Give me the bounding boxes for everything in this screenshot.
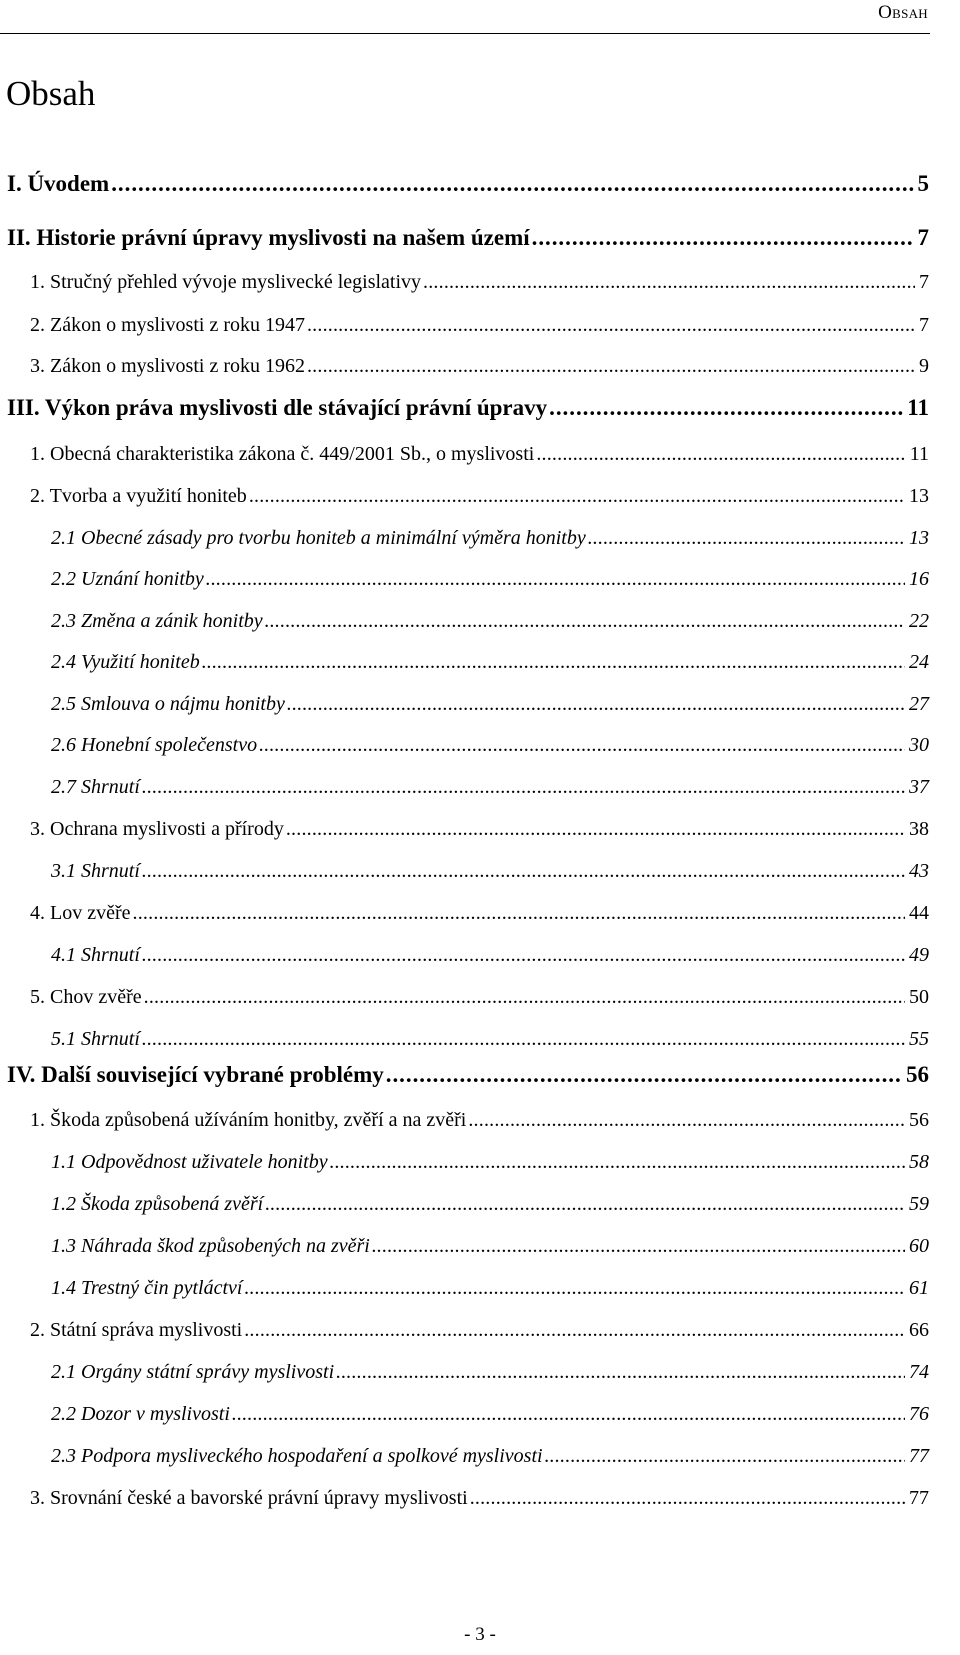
toc-entry[interactable] xyxy=(30,815,929,843)
toc-entry-page: 5 xyxy=(917,171,929,196)
toc-dot-leader xyxy=(284,815,905,843)
toc-entry-page: 22 xyxy=(909,610,929,632)
toc-entry-label: 2.2 Uznání honitby xyxy=(51,568,204,590)
running-header-title: Obsah xyxy=(878,2,928,23)
toc-dot-leader xyxy=(242,1316,905,1344)
toc-entry[interactable] xyxy=(30,482,929,510)
toc-entry[interactable] xyxy=(51,1190,929,1218)
toc-entry-label: 2. Zákon o myslivosti z roku 1947 xyxy=(30,314,305,336)
toc-entry[interactable] xyxy=(51,773,929,801)
toc-entry-page: 24 xyxy=(909,651,929,673)
toc-entry-page: 44 xyxy=(909,902,929,924)
toc-entry-label: 1. Stručný přehled vývoje myslivecké legislativy xyxy=(30,271,422,293)
toc-dot-leader xyxy=(140,773,905,801)
toc-dot-leader xyxy=(543,1442,905,1470)
toc-entry[interactable] xyxy=(51,1442,929,1470)
page-title: Obsah xyxy=(6,74,96,113)
toc-dot-leader xyxy=(242,1274,905,1302)
toc-entry-label: 3. Ochrana myslivosti a přírody xyxy=(30,818,284,840)
toc-dot-leader xyxy=(285,690,905,718)
toc-entry-page: 27 xyxy=(909,693,929,715)
toc-dot-leader xyxy=(140,857,905,885)
toc-dot-leader xyxy=(109,170,913,198)
toc-dot-leader xyxy=(200,648,905,676)
toc-dot-leader xyxy=(466,1106,905,1134)
toc-entry-page: 7 xyxy=(919,314,929,336)
toc-dot-leader xyxy=(263,607,905,635)
toc-entry-label: 1. Obecná charakteristika zákona č. 449/2001 Sb., o myslivosti xyxy=(30,443,535,465)
toc-entry[interactable] xyxy=(51,731,929,759)
toc-entry[interactable] xyxy=(51,1148,929,1176)
toc-entry-label: 2.2 Dozor v myslivosti xyxy=(51,1403,230,1425)
toc-dot-leader xyxy=(384,1061,902,1089)
toc-entry[interactable] xyxy=(30,268,929,296)
toc-entry-page: 43 xyxy=(909,860,929,882)
toc-dot-leader xyxy=(247,482,905,510)
toc-entry-label: 3.1 Shrnutí xyxy=(51,860,140,882)
toc-entry[interactable] xyxy=(51,1025,929,1053)
toc-entry-label: 2.3 Změna a zánik honitby xyxy=(51,610,263,632)
toc-entry-label: 2.1 Orgány státní správy myslivosti xyxy=(51,1361,335,1383)
toc-dot-leader xyxy=(586,524,905,552)
toc-entry-page: 11 xyxy=(909,443,929,465)
toc-entry[interactable] xyxy=(30,440,929,468)
toc-entry[interactable] xyxy=(51,524,929,552)
toc-dot-leader xyxy=(468,1484,905,1512)
toc-entry-page: 9 xyxy=(919,355,929,377)
toc-dot-leader xyxy=(328,1148,905,1176)
toc-entry[interactable] xyxy=(30,983,929,1011)
toc-entry-page: 11 xyxy=(907,395,929,420)
toc-entry[interactable] xyxy=(51,1232,929,1260)
toc-entry[interactable] xyxy=(51,941,929,969)
toc-entry[interactable] xyxy=(30,1316,929,1344)
toc-entry-label: 2.7 Shrnutí xyxy=(51,776,140,798)
toc-dot-leader xyxy=(230,1400,905,1428)
toc-entry-label: 2. Tvorba a využití honiteb xyxy=(30,485,247,507)
toc-entry-label: 3. Srovnání české a bavorské právní úpravy myslivosti xyxy=(30,1487,468,1509)
toc-entry-page: 77 xyxy=(909,1487,929,1509)
toc-entry[interactable] xyxy=(30,311,929,339)
toc-entry[interactable] xyxy=(30,899,929,927)
toc-entry-label: 4. Lov zvěře xyxy=(30,902,131,924)
toc-entry-page: 7 xyxy=(919,271,929,293)
toc-dot-leader xyxy=(257,731,905,759)
toc-entry-page: 38 xyxy=(909,818,929,840)
toc-entry-label: 4.1 Shrnutí xyxy=(51,944,140,966)
toc-entry-page: 56 xyxy=(906,1062,929,1087)
toc-dot-leader xyxy=(534,440,905,468)
toc-entry-label: 2.3 Podpora mysliveckého hospodaření a spolkové myslivosti xyxy=(51,1445,543,1467)
toc-entry-page: 50 xyxy=(909,986,929,1008)
toc-entry[interactable] xyxy=(51,1358,929,1386)
toc-dot-leader xyxy=(421,268,915,296)
toc-entry-page: 56 xyxy=(909,1109,929,1131)
toc-entry-page: 58 xyxy=(909,1151,929,1173)
toc-dot-leader xyxy=(305,352,915,380)
toc-entry-page: 13 xyxy=(909,527,929,549)
toc-entry-label: II. Historie právní úpravy myslivosti na našem území xyxy=(7,225,530,250)
toc-dot-leader xyxy=(140,1025,905,1053)
toc-entry[interactable] xyxy=(51,648,929,676)
toc-entry-page: 66 xyxy=(909,1319,929,1341)
toc-entry-label: 1. Škoda způsobená užíváním honitby, zvěří a na zvěři xyxy=(30,1109,467,1131)
toc-entry[interactable] xyxy=(30,352,929,380)
toc-entry-label: 2.6 Honební společenstvo xyxy=(51,734,258,756)
toc-entry[interactable] xyxy=(7,170,929,198)
toc-dot-leader xyxy=(204,565,905,593)
toc-entry-page: 60 xyxy=(909,1235,929,1257)
toc-entry[interactable] xyxy=(7,224,929,252)
toc-entry-page: 49 xyxy=(909,944,929,966)
toc-entry-label: 1.2 Škoda způsobená zvěří xyxy=(51,1193,264,1215)
toc-entry-page: 55 xyxy=(909,1028,929,1050)
toc-entry-label: 2. Státní správa myslivosti xyxy=(30,1319,243,1341)
toc-dot-leader xyxy=(142,983,905,1011)
toc-entry-label: IV. Další související vybrané problémy xyxy=(7,1062,384,1087)
toc-entry-label: 1.3 Náhrada škod způsobených na zvěři xyxy=(51,1235,370,1257)
toc-dot-leader xyxy=(305,311,915,339)
toc-entry-label: 5. Chov zvěře xyxy=(30,986,142,1008)
toc-entry[interactable] xyxy=(30,1484,929,1512)
page-number: - 3 - xyxy=(464,1624,496,1645)
toc-entry-page: 74 xyxy=(909,1361,929,1383)
toc-entry-page: 76 xyxy=(909,1403,929,1425)
toc-entry-label: 3. Zákon o myslivosti z roku 1962 xyxy=(30,355,305,377)
toc-entry[interactable] xyxy=(7,394,929,422)
toc-dot-leader xyxy=(334,1358,905,1386)
toc-entry-label: 2.5 Smlouva o nájmu honitby xyxy=(51,693,285,715)
toc-entry-label: 2.1 Obecné zásady pro tvorbu honiteb a minimální výměra honitby xyxy=(51,527,586,549)
toc-entry-page: 7 xyxy=(917,225,929,250)
toc-entry-page: 37 xyxy=(909,776,929,798)
toc-entry-label: III. Výkon práva myslivosti dle stávající právní úpravy xyxy=(7,395,548,420)
toc-dot-leader xyxy=(131,899,905,927)
toc-entry-page: 16 xyxy=(909,568,929,590)
toc-dot-leader xyxy=(530,224,914,252)
toc-dot-leader xyxy=(370,1232,905,1260)
toc-entry-page: 13 xyxy=(909,485,929,507)
toc-entry[interactable] xyxy=(51,1274,929,1302)
toc-entry[interactable] xyxy=(7,1061,929,1089)
toc-entry[interactable] xyxy=(51,565,929,593)
toc-dot-leader xyxy=(547,394,903,422)
toc-entry[interactable] xyxy=(51,1400,929,1428)
toc-entry[interactable] xyxy=(51,607,929,635)
toc-entry-label: 1.1 Odpovědnost uživatele honitby xyxy=(51,1151,328,1173)
toc-entry-label: 2.4 Využití honiteb xyxy=(51,651,200,673)
toc-entry[interactable] xyxy=(51,690,929,718)
toc-entry[interactable] xyxy=(30,1106,929,1134)
toc-entry-page: 77 xyxy=(909,1445,929,1467)
toc-entry-label: 5.1 Shrnutí xyxy=(51,1028,140,1050)
toc-dot-leader xyxy=(263,1190,905,1218)
toc-entry-page: 61 xyxy=(909,1277,929,1299)
toc-entry-label: I. Úvodem xyxy=(7,171,110,196)
toc-entry-label: 1.4 Trestný čin pytláctví xyxy=(51,1277,243,1299)
toc-entry-page: 59 xyxy=(909,1193,929,1215)
toc-entry[interactable] xyxy=(51,857,929,885)
toc-entry-page: 30 xyxy=(909,734,929,756)
toc-dot-leader xyxy=(140,941,905,969)
